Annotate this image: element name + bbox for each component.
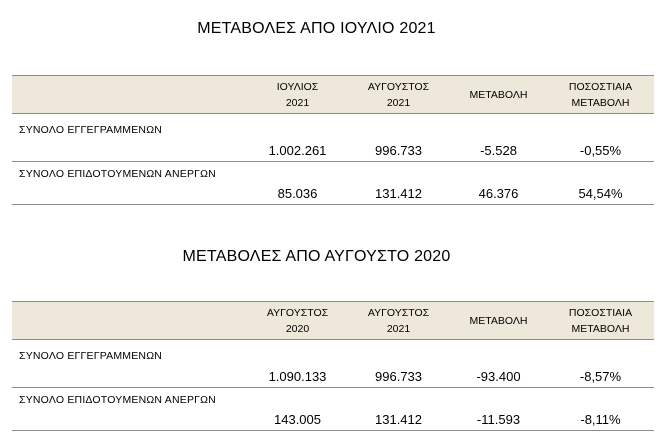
row-label: ΣΥΝΟΛΟ ΕΠΙΔΟΤΟΥΜΕΝΩΝ ΑΝΕΡΓΩΝ [12, 162, 248, 205]
table-row [12, 340, 654, 388]
table-row [12, 114, 654, 162]
cell-value: 131.412 [347, 388, 450, 431]
header-col-2: ΑΥΓΟΥΣΤΟΣ 2021 [347, 76, 450, 114]
header-col-3: ΜΕΤΑΒΟΛΗ [450, 302, 547, 340]
section-2-title: ΜΕΤΑΒΟΛΕΣ ΑΠΟ ΑΥΓΟΥΣΤΟ 2020 [182, 248, 451, 265]
header-col-1: ΑΥΓΟΥΣΤΟΣ 2020 [248, 302, 347, 340]
header-col-3: ΜΕΤΑΒΟΛΗ [450, 76, 547, 114]
table-header-row [12, 302, 654, 340]
header-blank [12, 302, 248, 340]
changes-table-july [12, 75, 654, 205]
cell-value: -0,55% [547, 114, 654, 162]
table-row [12, 162, 654, 205]
cell-value: 1.090.133 [248, 340, 347, 388]
cell-value: 996.733 [347, 340, 450, 388]
cell-value: 143.005 [248, 388, 347, 431]
cell-value: -11.593 [450, 388, 547, 431]
table-row [12, 388, 654, 431]
cell-value: -5.528 [450, 114, 547, 162]
cell-value: -8,11% [547, 388, 654, 431]
cell-value: 46.376 [450, 162, 547, 205]
cell-value: 1.002.261 [248, 114, 347, 162]
cell-value: 996.733 [347, 114, 450, 162]
cell-value: 85.036 [248, 162, 347, 205]
row-label: ΣΥΝΟΛΟ ΕΓΓΕΓΡΑΜΜΕΝΩΝ [12, 114, 248, 162]
header-col-4: ΠΟΣΟΣΤΙΑΙΑ ΜΕΤΑΒΟΛΗ [547, 76, 654, 114]
row-label: ΣΥΝΟΛΟ ΕΠΙΔΟΤΟΥΜΕΝΩΝ ΑΝΕΡΓΩΝ [12, 388, 248, 431]
cell-value: -93.400 [450, 340, 547, 388]
cell-value: 131.412 [347, 162, 450, 205]
header-col-4: ΠΟΣΟΣΤΙΑΙΑ ΜΕΤΑΒΟΛΗ [547, 302, 654, 340]
header-blank [12, 76, 248, 114]
header-col-2: ΑΥΓΟΥΣΤΟΣ 2021 [347, 302, 450, 340]
cell-value: -8,57% [547, 340, 654, 388]
changes-table-august [12, 301, 654, 431]
table-header-row [12, 76, 654, 114]
header-col-1: ΙΟΥΛΙΟΣ 2021 [248, 76, 347, 114]
section-1-title: ΜΕΤΑΒΟΛΕΣ ΑΠΟ ΙΟΥΛΙΟ 2021 [197, 20, 436, 37]
cell-value: 54,54% [547, 162, 654, 205]
row-label: ΣΥΝΟΛΟ ΕΓΓΕΓΡΑΜΜΕΝΩΝ [12, 340, 248, 388]
